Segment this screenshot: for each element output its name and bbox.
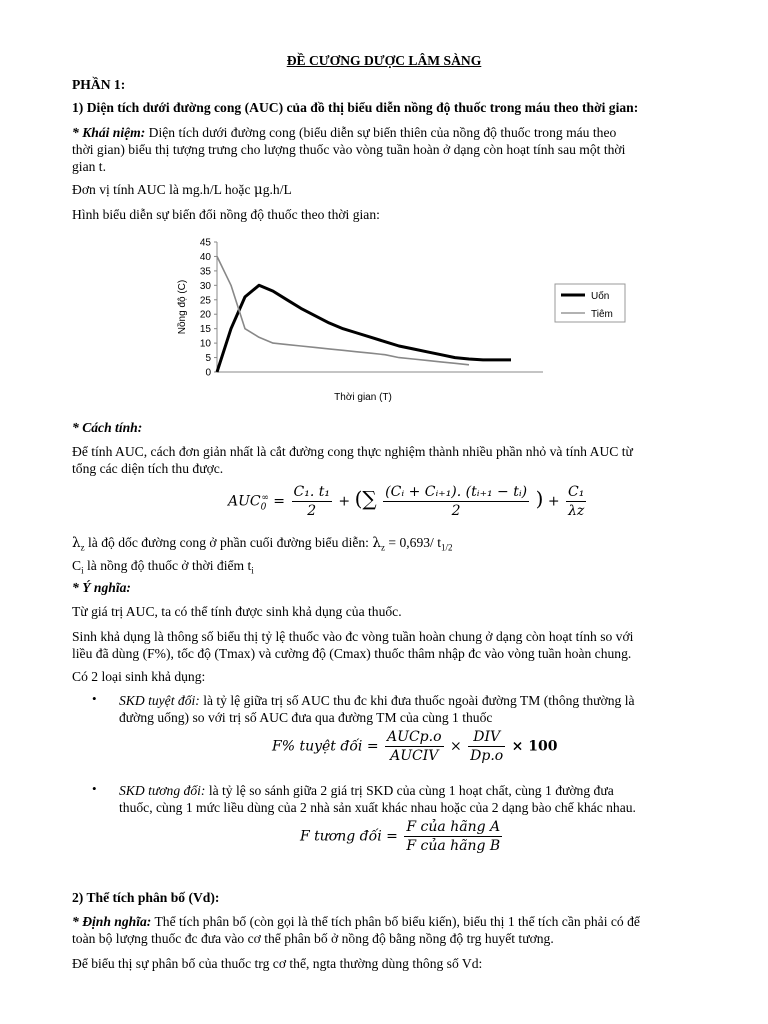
legend-label-uon: Uốn <box>591 291 610 302</box>
document-title: ĐỀ CƯƠNG DƯỢC LÂM SÀNG <box>286 53 482 68</box>
frel-frac <box>404 819 502 854</box>
auc-frac-2-num: (Cᵢ + Cᵢ₊₁). (tᵢ₊₁ − tᵢ) <box>385 484 528 500</box>
y-tick-label: 10 <box>199 338 211 350</box>
def-line-1 <box>72 913 640 930</box>
auc-frac-1-num: C₁. t₁ <box>293 484 330 500</box>
unit-prefix: Đơn vị tính AUC là mg.h/L hoặc <box>72 182 254 197</box>
calc-line-1: Để tính AUC, cách đơn giản nhất là cắt đường cong thực nghiệm thành nhiều phần nhỏ và tính AUC từ <box>72 444 633 459</box>
meaning-line-1: Từ giá trị AUC, ta có thể tính được sinh khả dụng của thuốc. <box>72 604 402 619</box>
auc-sup: ∞ <box>261 492 269 503</box>
ci-line <box>72 557 254 580</box>
lambda-line <box>72 534 453 557</box>
bullet2-line-1 <box>119 782 614 799</box>
x-axis-label: Thời gian (T) <box>334 392 392 403</box>
auc-formula <box>228 484 588 519</box>
fabs-frac-1 <box>385 729 443 764</box>
ci-desc-sub: i <box>251 565 254 576</box>
bullet2-label: SKD tương đối: <box>119 783 206 798</box>
auc-frac-3-den: λz <box>568 503 585 519</box>
calc-line-2: tổng các diện tích thu được. <box>72 461 224 476</box>
fabs-lhs: F% tuyệt đối <box>272 738 363 755</box>
ci-main: C <box>72 558 82 573</box>
y-tick-label: 25 <box>199 295 211 307</box>
fabs-frac-2-den: Dp.o <box>470 748 504 764</box>
lambda-eq-sub: 1/2 <box>441 542 453 553</box>
unit-suffix: g.h/L <box>262 182 292 197</box>
ci-sub: i <box>81 565 84 576</box>
y-tick-label: 45 <box>199 237 211 249</box>
fabs-frac-2 <box>468 729 505 764</box>
auc-sum-close: ) <box>535 486 544 511</box>
calc-label: * Cách tính: <box>72 420 143 435</box>
frel-den: F của hãng B <box>406 838 501 854</box>
y-tick-label: 20 <box>199 309 211 321</box>
frel-eq: = <box>381 828 403 845</box>
chart-svg <box>173 237 643 407</box>
auc-eq: = <box>268 493 290 510</box>
fabs-times: × <box>449 738 467 755</box>
auc-plus: + <box>338 493 355 510</box>
concept-label: * Khái niệm: <box>72 125 146 140</box>
lambda-symbol-2: λ <box>372 535 381 551</box>
series-line-tiem <box>217 256 469 364</box>
bullet1-label: SKD tuyệt đối: <box>119 693 200 708</box>
auc-frac-3 <box>566 484 586 519</box>
ci-desc: là nồng độ thuốc ở thời điểm t <box>83 558 252 573</box>
types-intro: Có 2 loại sinh khả dụng: <box>72 669 206 684</box>
bullet2-text-1: là tỷ lệ so sánh giữa 2 giá trị SKD của cùng 1 hoạt chất, cùng 1 đường đưa <box>205 783 614 798</box>
f-relative-formula <box>300 819 504 854</box>
bullet1-text-1: là tỷ lệ giữa trị số AUC thu đc khi đưa thuốc ngoài đường TM (thông thường là <box>199 693 635 708</box>
def-text-1: Thể tích phân bố (còn gọi là thể tích phân bố biểu kiến), biểu thị 1 thể tích cần phải có để <box>151 914 640 929</box>
frel-lhs: F tương đối <box>300 828 382 845</box>
section1-heading: 1) Diện tích dưới đường cong (AUC) của đồ thị biểu diễn nồng độ thuốc trong máu theo thời gian: <box>72 100 639 115</box>
meaning-line-3: liều đã dùng (F%), tốc độ (Tmax) và cường độ (Cmax) thuốc thâm nhập đc vào vòng tuần hoàn chung. <box>72 646 632 661</box>
fabs-frac-1-num: AUCp.o <box>387 729 442 745</box>
part-heading: PHẦN 1: <box>72 77 126 92</box>
concept-line-1 <box>72 124 616 141</box>
fabs-frac-2-num: DIV <box>468 729 505 747</box>
lambda-symbol: λ <box>72 535 81 551</box>
f-absolute-formula <box>272 729 558 764</box>
auc-frac-1-den: 2 <box>307 503 317 519</box>
lambda-eq: = 0,693/ t <box>384 535 441 550</box>
y-tick-label: 40 <box>199 251 211 263</box>
lambda-sub-2: z <box>380 542 385 553</box>
y-axis-label: Nồng độ (C) <box>177 279 188 335</box>
concept-line-3: gian t. <box>72 159 106 174</box>
chart-series <box>217 256 511 372</box>
y-axis-ticks <box>200 238 217 379</box>
concept-text-1: Diện tích dưới đường cong (biểu diễn sự biến thiên của nồng độ thuốc trong máu theo <box>145 125 617 140</box>
chart-legend <box>555 284 625 322</box>
auc-sum-open: (∑ <box>354 486 377 511</box>
meaning-label: * Ý nghĩa: <box>72 580 131 595</box>
series-line-uon <box>217 285 511 372</box>
bullet-dot-1: • <box>92 691 97 706</box>
legend-label-tiem: Tiêm <box>591 309 613 320</box>
auc-lhs: AUC <box>228 493 261 510</box>
concept-line-2: thời gian) biểu thị tượng trưng cho lượng thuốc vào vòng tuần hoàn ở dạng còn hoạt tính sau một thời <box>72 142 626 157</box>
bullet1-line-2: đường uống) so với trị số AUC đưa qua đường TM của cùng 1 thuốc <box>119 710 493 725</box>
y-tick-label: 30 <box>199 280 211 292</box>
auc-frac-2-den: 2 <box>451 503 461 519</box>
bullet2-line-2: thuốc, cùng 1 mức liều dùng của 2 nhà sản xuất khác nhau hoặc của 2 dạng bào chế khác nhau. <box>119 800 636 815</box>
lambda-desc: là độ dốc đường cong ở phần cuối đường biểu diễn: <box>84 535 373 550</box>
lambda-sub: z <box>80 542 85 553</box>
unit-line <box>72 181 292 199</box>
meaning-line-2: Sinh khả dụng là thông số biểu thị tỷ lệ thuốc vào đc vòng tuần hoàn chung ở dạng còn hoạt tính so với <box>72 629 634 644</box>
figure-caption: Hình biểu diễn sự biến đổi nồng độ thuốc theo thời gian: <box>72 207 380 222</box>
fabs-frac-1-den: AUCIV <box>390 748 439 764</box>
auc-sub: 0 <box>260 502 267 513</box>
y-tick-label: 35 <box>199 266 211 278</box>
bullet-dot-2: • <box>92 781 97 796</box>
bullet1-line-1 <box>119 692 635 709</box>
section2-heading: 2) Thể tích phân bố (Vd): <box>72 890 220 905</box>
y-tick-label: 5 <box>205 353 211 365</box>
auc-plus-2: + <box>543 493 565 510</box>
frel-num: F của hãng A <box>404 819 502 837</box>
auc-frac-3-num: C₁ <box>568 484 585 500</box>
mu-symbol: μ <box>253 182 263 198</box>
def-line-2: toàn bộ lượng thuốc đc đưa vào cơ thể phân bố ở nồng độ bằng nồng độ trg huyết tương. <box>72 931 554 946</box>
concentration-chart <box>173 237 643 407</box>
y-tick-label: 15 <box>199 324 211 336</box>
fabs-tail: × 100 <box>511 738 558 755</box>
auc-frac-2 <box>383 484 529 519</box>
y-tick-label: 0 <box>205 367 211 379</box>
auc-frac-1 <box>292 484 332 519</box>
fabs-eq: = <box>362 738 384 755</box>
last-line: Để biểu thị sự phân bố của thuốc trg cơ thể, ngta thường dùng thông số Vd: <box>72 956 483 971</box>
def-label: * Định nghĩa: <box>72 914 152 929</box>
